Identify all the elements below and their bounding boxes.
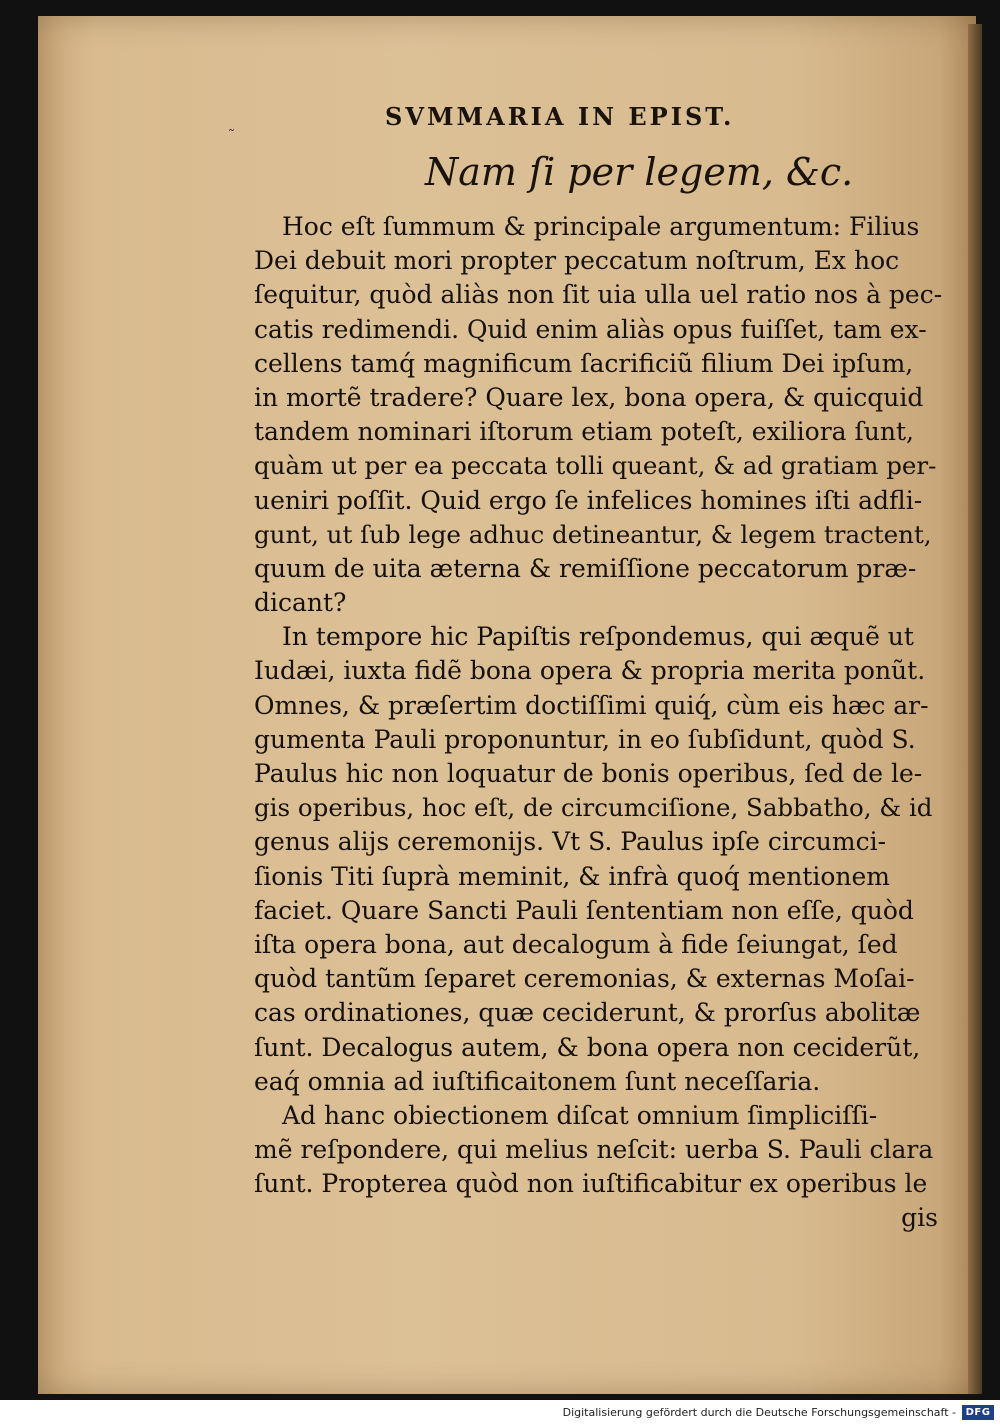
text-line: quum de uita æterna & remiſſione peccatorum præ- bbox=[254, 553, 917, 583]
text-line: faciet. Quare Sancti Pauli ſententiam non eſſe, quòd bbox=[254, 895, 914, 925]
text-line: tandem nominari iſtorum etiam poteſt, exiliora ſunt, bbox=[254, 417, 914, 447]
margin-mark: ˜ bbox=[228, 128, 235, 144]
text-line: quòd tantũm ſeparet ceremonias, & externas Moſai- bbox=[254, 964, 915, 994]
text-line: Dei debuit mori propter peccatum noſtrum, Ex hoc bbox=[254, 246, 900, 276]
text-line: cellens tamq́ magnificum ſacrificiũ filium Dei ipſum, bbox=[254, 348, 914, 378]
text-line: dicant? bbox=[254, 588, 347, 618]
section-heading: Nam ſi per legem, &c. bbox=[425, 150, 854, 194]
text-line: in mortẽ tradere? Quare lex, bona opera, & quicquid bbox=[254, 382, 924, 412]
text-line: mẽ reſpondere, qui melius neſcit: uerba S. Pauli clara bbox=[254, 1135, 934, 1165]
running-head: SVMMARIA IN EPIST. bbox=[385, 102, 735, 131]
text-line: ſunt. Propterea quòd non iuſtificabitur ex operibus le bbox=[254, 1169, 928, 1199]
text-line: gumenta Pauli proponuntur, in eo ſubſidunt, quòd S. bbox=[254, 724, 916, 754]
text-line: Omnes, & præſertim doctiſſimi quiq́, cùm eis hæc ar- bbox=[254, 690, 929, 720]
catchword: gis bbox=[901, 1203, 938, 1233]
text-line: ueniri poſſit. Quid ergo ſe infelices homines iſti adfli- bbox=[254, 485, 923, 515]
funding-credit: Digitalisierung gefördert durch die Deutsche Forschungsgemeinschaft - bbox=[562, 1406, 956, 1419]
text-line: In tempore hic Papiſtis reſpondemus, qui æquẽ ut bbox=[282, 622, 914, 652]
dfg-logo[interactable]: DFG bbox=[962, 1405, 994, 1420]
text-line: quàm ut per ea peccata tolli queant, & ad gratiam per- bbox=[254, 451, 937, 481]
text-line: ſunt. Decalogus autem, & bona opera non ceciderũt, bbox=[254, 1032, 921, 1062]
text-line: gis operibus, hoc eſt, de circumciſione, Sabbatho, & id bbox=[254, 793, 933, 823]
text-line: iſta opera bona, aut decalogum à fide ſeiungat, ſed bbox=[254, 929, 898, 959]
text-line: Hoc eſt ſummum & principale argumentum: Filius bbox=[282, 212, 920, 241]
text-line: Iudæi, iuxta fidẽ bona opera & propria merita ponũt. bbox=[254, 656, 926, 686]
page-edge bbox=[968, 24, 982, 1394]
footer-bar bbox=[0, 1400, 1000, 1426]
text-line: cas ordinationes, quæ ceciderunt, & prorſus abolitæ bbox=[254, 998, 921, 1028]
text-line: ſionis Titi ſuprà meminit, & infrà quoq́ mentionem bbox=[254, 861, 890, 891]
text-line: Ad hanc obiectionem diſcat omnium ſimpliciſſi- bbox=[282, 1100, 878, 1130]
text-line: eaq́ omnia ad iuſtificaitonem ſunt neceſſaria. bbox=[254, 1066, 821, 1096]
text-line: gunt, ut ſub lege adhuc detineantur, & legem tractent, bbox=[254, 519, 932, 549]
text-line: ſequitur, quòd aliàs non ſit uia ulla uel ratio nos à pec- bbox=[254, 280, 943, 310]
page-text bbox=[254, 210, 944, 1236]
text-line: Paulus hic non loquatur de bonis operibus, ſed de le- bbox=[254, 759, 923, 788]
text-line: catis redimendi. Quid enim aliàs opus fuiſſet, tam ex- bbox=[254, 314, 927, 344]
text-line: genus alijs ceremonijs. Vt S. Paulus ipſe circumci- bbox=[254, 827, 887, 857]
